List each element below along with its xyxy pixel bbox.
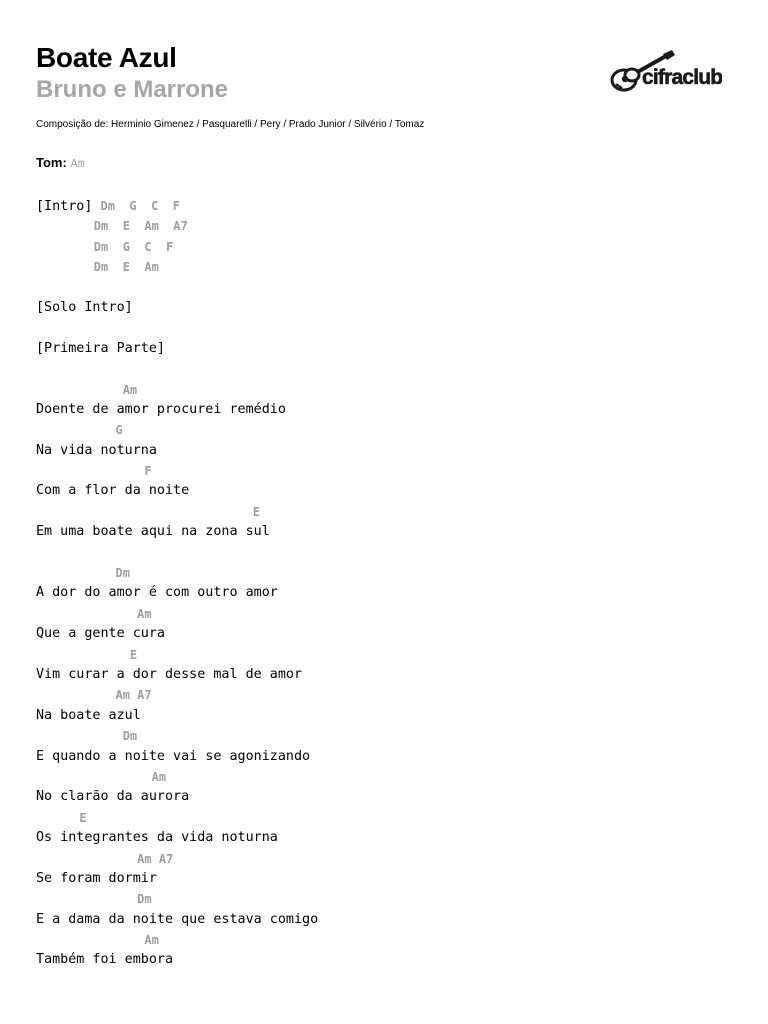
lyric-line — [36, 522, 318, 542]
lyric-line — [36, 400, 318, 420]
chord-line — [36, 645, 318, 665]
lyric-line — [36, 747, 318, 767]
lyric-line — [36, 910, 318, 930]
chord-line — [36, 257, 318, 277]
lyric-line — [36, 706, 318, 726]
chord-line — [36, 930, 318, 950]
chord-line — [36, 726, 318, 746]
blank-line — [36, 359, 318, 379]
lyric-text: Se foram dormir — [36, 870, 157, 886]
chord-text[interactable]: Dm — [36, 729, 138, 744]
blank-line — [36, 318, 318, 338]
lyric-text: Na vida noturna — [36, 442, 157, 458]
chord-text[interactable]: Am — [36, 933, 159, 948]
chord-line — [36, 237, 318, 257]
chord-line — [36, 889, 318, 909]
lyric-text: A dor do amor é com outro amor — [36, 585, 278, 601]
key-line — [36, 155, 85, 171]
chord-line — [36, 808, 318, 828]
chord-text[interactable]: Dm E Am — [36, 260, 159, 275]
chord-text[interactable]: E — [36, 647, 138, 662]
lyric-line — [36, 583, 318, 603]
lyric-text: Que a gente cura — [36, 626, 165, 642]
spacer — [92, 199, 100, 214]
lyric-line — [36, 869, 318, 889]
lyric-line — [36, 481, 318, 501]
chord-text[interactable]: Dm — [36, 566, 130, 581]
lyric-line — [36, 665, 318, 685]
chord-text[interactable]: Am A7 — [36, 688, 152, 703]
chord-sheet — [36, 196, 318, 971]
lyric-text: Na boate azul — [36, 707, 141, 723]
song-title: Boate Azul — [36, 42, 177, 73]
chord-text[interactable]: F — [36, 464, 152, 479]
chord-text[interactable]: Am — [36, 769, 167, 784]
lyric-line — [36, 196, 318, 216]
lyric-line — [36, 950, 318, 970]
lyric-text: Em uma boate aqui na zona sul — [36, 524, 270, 540]
lyric-text: Doente de amor procurei remédio — [36, 401, 286, 417]
chord-line — [36, 685, 318, 705]
chord-text[interactable]: Dm — [36, 892, 152, 907]
lyric-text: Vim curar a dor desse mal de amor — [36, 666, 303, 682]
lyric-text: Com a flor da noite — [36, 483, 190, 499]
lyric-line — [36, 298, 318, 318]
chord-line — [36, 604, 318, 624]
logo-wordmark: cifraclub — [642, 66, 722, 89]
chord-text[interactable]: E — [36, 504, 260, 519]
lyric-line — [36, 441, 318, 461]
lyric-text: No clarão da aurora — [36, 789, 190, 805]
lyric-line — [36, 787, 318, 807]
chord-line — [36, 502, 318, 522]
chord-group[interactable]: Dm G C F — [100, 199, 180, 213]
lyric-line — [36, 624, 318, 644]
section-label: [Intro] — [36, 199, 93, 214]
lyric-text: [Primeira Parte] — [36, 340, 165, 356]
chord-text[interactable]: G — [36, 423, 123, 438]
chord-line — [36, 420, 318, 440]
chord-line — [36, 767, 318, 787]
lyric-line — [36, 339, 318, 359]
chord-line — [36, 216, 318, 236]
chord-text[interactable]: Am — [36, 382, 138, 397]
composers-credit: Composição de: Herminio Gimenez / Pasquarelli / Pery / Prado Junior / Silvério / Tomaz — [36, 119, 425, 130]
key-chord[interactable]: Am — [70, 157, 85, 171]
chord-line — [36, 563, 318, 583]
lyric-text: Também foi embora — [36, 952, 174, 968]
blank-line — [36, 278, 318, 298]
chord-line — [36, 461, 318, 481]
chord-text[interactable]: Am A7 — [36, 851, 174, 866]
lyric-line — [36, 828, 318, 848]
key-label: Tom: — [36, 155, 67, 170]
chord-text[interactable]: Dm E Am A7 — [36, 219, 188, 234]
blank-line — [36, 543, 318, 563]
chord-line — [36, 849, 318, 869]
chord-text[interactable]: Am — [36, 606, 152, 621]
chord-text[interactable]: E — [36, 810, 87, 825]
chord-line — [36, 380, 318, 400]
lyric-text: [Solo Intro] — [36, 299, 133, 315]
lyric-text: E quando a noite vai se agonizando — [36, 748, 311, 764]
cifraclub-logo — [606, 48, 722, 96]
artist-name: Bruno e Marrone — [36, 76, 229, 103]
chord-text[interactable]: Dm G C F — [36, 239, 174, 254]
lyric-text: Os integrantes da vida noturna — [36, 830, 278, 846]
lyric-text: E a dama da noite que estava comigo — [36, 911, 319, 927]
